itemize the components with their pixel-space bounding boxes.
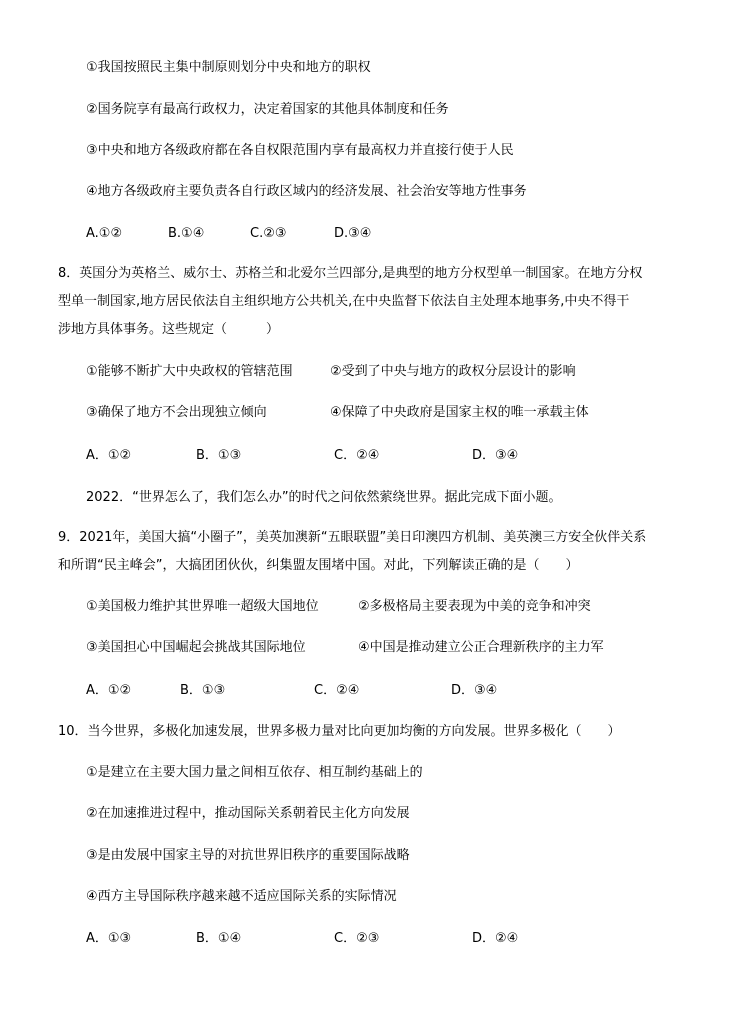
q9-statement-2: ②多极格局主要表现为中美的竞争和冲突 [358, 599, 591, 614]
q7-statement-1: ①我国按照民主集中制原则划分中央和地方的职权 [86, 60, 371, 75]
q7-statement-3: ③中央和地方各级政府都在各自权限范围内享有最高权力并直接行使于人民 [86, 143, 514, 158]
q10-option-c[interactable]: C．②③ [334, 931, 380, 946]
q10-statement-4: ④西方主导国际秩序越来越不适应国际关系的实际情况 [86, 889, 397, 904]
q10-option-d[interactable]: D．②④ [472, 931, 519, 946]
q10-statement-2: ②在加速推进过程中，推动国际关系朝着民主化方向发展 [86, 806, 410, 821]
q10-option-b[interactable]: B．①④ [196, 931, 242, 946]
q9-options [0, 681, 737, 701]
q8-stem-line-3: 涉地方具体事务。这些规定（ ） [58, 322, 280, 337]
q10-option-a[interactable]: A．①③ [86, 931, 132, 946]
q9-option-d[interactable]: D．③④ [451, 683, 498, 698]
q9-stem-line-2: 和所谓“民主峰会”，大搞团团伙伙，纠集盟友围堵中国。对此，下列解读正确的是（ ） [58, 558, 579, 573]
q7-option-b[interactable]: B.①④ [168, 226, 205, 241]
q8-statement-2: ②受到了中央与地方的政权分层设计的影响 [330, 364, 576, 379]
q8-statement-4: ④保障了中央政府是国家主权的唯一承载主体 [330, 405, 589, 420]
q9-statement-1: ①美国极力维护其世界唯一超级大国地位 [86, 599, 319, 614]
q8-option-a[interactable]: A．①② [86, 448, 132, 463]
q7-option-a[interactable]: A.①② [86, 226, 123, 241]
q7-options [0, 224, 737, 244]
q10-options [0, 929, 737, 949]
q10-statement-1: ①是建立在主要大国力量之间相互依存、相互制约基础上的 [86, 765, 423, 780]
q7-statement-2: ②国务院享有最高行政权力，决定着国家的其他具体制度和任务 [86, 102, 449, 117]
q9-option-c[interactable]: C．②④ [314, 683, 360, 698]
q10-statement-3: ③是由发展中国家主导的对抗世界旧秩序的重要国际战略 [86, 848, 410, 863]
q8-stem-line-2: 型单一制国家,地方居民依法自主组织地方公共机关,在中央监督下依法自主处理本地事务,中央不得干 [58, 294, 630, 309]
q10-stem: 10．当今世界，多极化加速发展，世界多极力量对比向更加均衡的方向发展。世界多极化（ ） [58, 724, 621, 739]
q8-option-c[interactable]: C．②④ [334, 448, 380, 463]
q7-option-c[interactable]: C.②③ [250, 226, 287, 241]
q9-option-a[interactable]: A．①② [86, 683, 132, 698]
q7-statement-4: ④地方各级政府主要负责各自行政区域内的经济发展、社会治安等地方性事务 [86, 184, 527, 199]
q8-stem-line-1: 8．英国分为英格兰、威尔士、苏格兰和北爱尔兰四部分,是典型的地方分权型单一制国家。在地方分权 [58, 266, 643, 281]
group-intro: 2022．“世界怎么了，我们怎么办”的时代之问依然萦绕世界。据此完成下面小题。 [86, 490, 562, 505]
q9-statement-3: ③美国担心中国崛起会挑战其国际地位 [86, 640, 306, 655]
q8-statement-1: ①能够不断扩大中央政权的管辖范围 [86, 364, 293, 379]
q8-options [0, 446, 737, 466]
q9-stem-line-1: 9．2021年，美国大搞“小圈子”，美英加澳新“五眼联盟”美日印澳四方机制、美英澳三方安全伙伴关系 [58, 530, 647, 545]
q9-option-b[interactable]: B．①③ [180, 683, 226, 698]
q7-option-d[interactable]: D.③④ [334, 226, 372, 241]
q8-option-b[interactable]: B．①③ [196, 448, 242, 463]
q9-statement-4: ④中国是推动建立公正合理新秩序的主力军 [358, 640, 604, 655]
q8-option-d[interactable]: D．③④ [472, 448, 519, 463]
q8-statement-3: ③确保了地方不会出现独立倾向 [86, 405, 267, 420]
